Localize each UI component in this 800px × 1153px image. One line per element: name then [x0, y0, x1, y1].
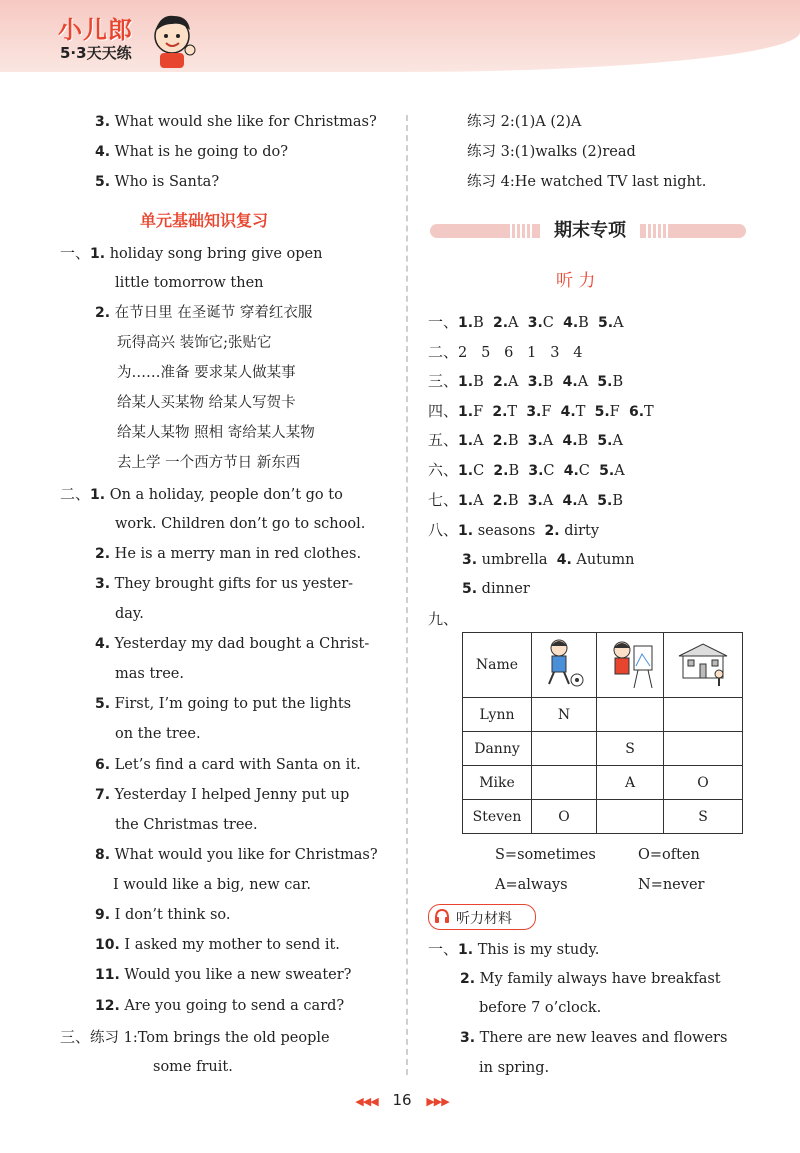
- list-item: 6. Let’s find a card with Santa on it.: [95, 757, 361, 773]
- section-nine-label: 九、: [428, 610, 459, 628]
- answer-row: 一、1.B 2.A 3.C 4.B 5.A: [428, 313, 624, 331]
- list-item: mas tree.: [115, 666, 184, 682]
- table-cell: [597, 800, 664, 834]
- legend-often: O=often: [638, 847, 700, 863]
- page-number: 16: [392, 1091, 412, 1109]
- frequency-table: [462, 632, 743, 834]
- brand-subtitle: 5·3天天练: [60, 44, 132, 62]
- list-item: 3. They brought gifts for us yester-: [95, 576, 354, 592]
- list-item: 10. I asked my mother to send it.: [95, 937, 340, 953]
- exercise-4-answer: 练习 4:He watched TV last night.: [467, 174, 707, 190]
- list-item: 4. What is he going to do?: [95, 144, 289, 160]
- table-cell: [664, 698, 743, 732]
- answer-row: 三、1.B 2.A 3.B 4.A 5.B: [428, 372, 624, 390]
- list-item: 给某人买某物 给某人写贺卡: [117, 395, 296, 411]
- listening-materials-label: 听力材料: [456, 911, 512, 927]
- answer-row: 四、1.F 2.T 3.F 4.T 5.F 6.T: [428, 402, 654, 420]
- list-item: before 7 o’clock.: [479, 1000, 602, 1016]
- table-cell: O: [532, 800, 597, 834]
- listening-materials-tag: [428, 904, 536, 930]
- table-row: [463, 698, 743, 732]
- list-item: 8. What would you like for Christmas?: [95, 847, 378, 863]
- list-item: 2. He is a merry man in red clothes.: [95, 546, 362, 562]
- table-cell: S: [664, 800, 743, 834]
- list-item: 3. What would she like for Christmas?: [95, 114, 377, 130]
- school-building-icon: [664, 633, 743, 698]
- list-item: 12. Are you going to send a card?: [95, 998, 345, 1014]
- table-cell-name: Steven: [463, 800, 532, 834]
- mascot-boy-icon: [150, 10, 198, 70]
- prev-arrows-icon: ◀◀◀: [355, 1095, 378, 1108]
- list-item: in spring.: [479, 1060, 550, 1076]
- list-item: 3. umbrella 4. Autumn: [462, 552, 635, 568]
- legend-sometimes: S=sometimes: [495, 847, 596, 863]
- list-item: 3. There are new leaves and flowers: [460, 1030, 728, 1046]
- next-arrows-icon: ▶▶▶: [426, 1095, 449, 1108]
- listening-title: 听 力: [556, 271, 596, 291]
- banner-stripes-right: [646, 221, 671, 241]
- table-cell: O: [664, 766, 743, 800]
- list-item: work. Children don’t go to school.: [115, 516, 366, 532]
- list-item: day.: [115, 606, 144, 622]
- list-item: 4. Yesterday my dad bought a Christ-: [95, 636, 370, 652]
- table-row: [463, 732, 743, 766]
- list-item: 2. 在节日里 在圣诞节 穿着红衣服: [95, 305, 313, 321]
- table-cell: [664, 732, 743, 766]
- section-eight: 八、1. seasons 2. dirty: [428, 521, 600, 539]
- list-item: 给某人某物 照相 寄给某人某物: [117, 425, 315, 441]
- answer-row: 五、1.A 2.B 3.A 4.B 5.A: [428, 431, 623, 449]
- section-one: 一、1. holiday song bring give open: [60, 244, 323, 262]
- list-item: I would like a big, new car.: [113, 877, 311, 893]
- banner-title: 期末专项: [540, 217, 640, 245]
- table-cell: [597, 698, 664, 732]
- headphones-icon: [434, 908, 450, 924]
- list-item: 2. My family always have breakfast: [460, 971, 721, 987]
- list-item: on the tree.: [115, 726, 201, 742]
- table-header-name: Name: [463, 633, 532, 698]
- table-cell: [532, 732, 597, 766]
- painting-boy-icon: [597, 633, 664, 698]
- list-item: 去上学 一个西方节日 新东西: [117, 455, 301, 471]
- section-three: 三、练习 1:Tom brings the old people: [60, 1028, 330, 1046]
- legend-always: A=always: [495, 877, 568, 893]
- list-item: the Christmas tree.: [115, 817, 258, 833]
- column-divider: [406, 115, 408, 1075]
- brand-title: 小儿郎: [58, 16, 133, 44]
- table-row: [463, 766, 743, 800]
- brand-logo: [58, 10, 198, 70]
- list-item: 7. Yesterday I helped Jenny put up: [95, 787, 350, 803]
- table-header-row: [463, 633, 743, 698]
- banner-stripes-left: [510, 221, 535, 241]
- list-item: little tomorrow then: [115, 275, 264, 291]
- list-item: 5. Who is Santa?: [95, 174, 220, 190]
- table-cell-name: Lynn: [463, 698, 532, 732]
- exercise-3-answer: 练习 3:(1)walks (2)read: [467, 144, 636, 160]
- football-boy-icon: [532, 633, 597, 698]
- list-item: 11. Would you like a new sweater?: [95, 967, 352, 983]
- list-item: 玩得高兴 装饰它;张贴它: [117, 335, 272, 351]
- legend-never: N=never: [638, 877, 705, 893]
- list-item: 5. dinner: [462, 581, 530, 597]
- list-item: 5. First, I’m going to put the lights: [95, 696, 352, 712]
- page-footer: [340, 1091, 464, 1109]
- final-special-banner: [430, 218, 746, 244]
- exercise-2-answer: 练习 2:(1)A (2)A: [467, 114, 582, 130]
- list-item: 9. I don’t think so.: [95, 907, 231, 923]
- section-two: 二、1. On a holiday, people don’t go to: [60, 485, 343, 503]
- review-section-title: 单元基础知识复习: [140, 211, 269, 230]
- table-cell: S: [597, 732, 664, 766]
- answer-row: 二、2 5 6 1 3 4: [428, 343, 583, 361]
- answer-row: 六、1.C 2.B 3.C 4.C 5.A: [428, 461, 625, 479]
- list-item: 为……准备 要求某人做某事: [117, 365, 296, 381]
- table-cell: A: [597, 766, 664, 800]
- table-cell: N: [532, 698, 597, 732]
- table-cell-name: Mike: [463, 766, 532, 800]
- materials-section: 一、1. This is my study.: [428, 940, 600, 958]
- table-cell-name: Danny: [463, 732, 532, 766]
- table-cell: [532, 766, 597, 800]
- list-item: some fruit.: [153, 1059, 233, 1075]
- answer-row: 七、1.A 2.B 3.A 4.A 5.B: [428, 491, 623, 509]
- table-row: [463, 800, 743, 834]
